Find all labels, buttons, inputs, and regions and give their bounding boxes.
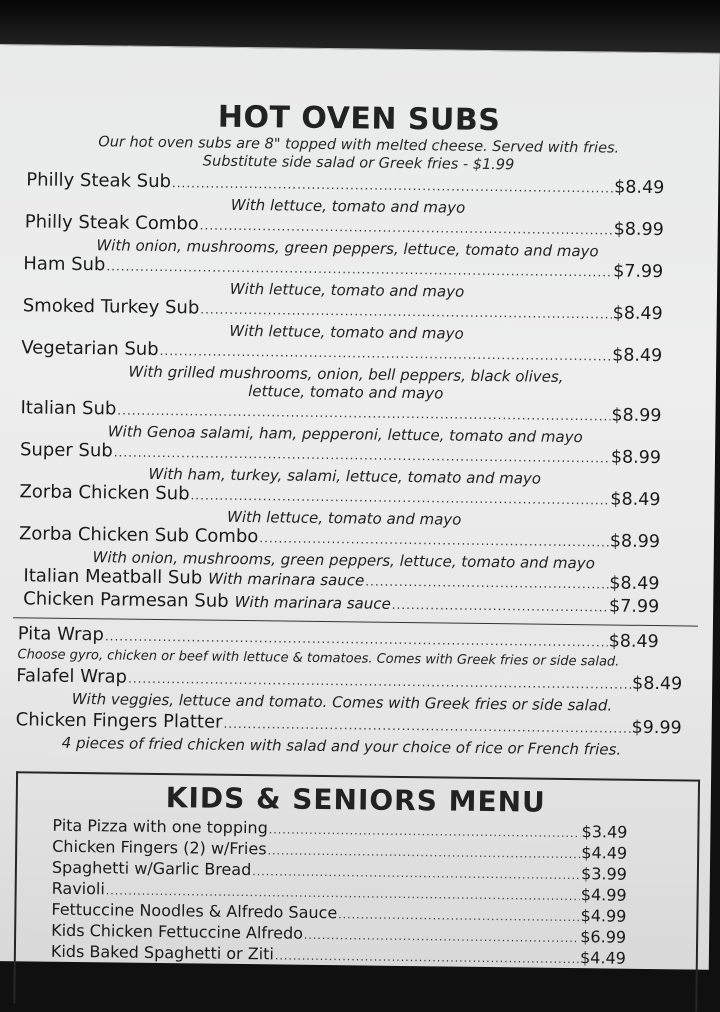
item-description: With onion, mushrooms, green peppers, lettuce, tomato and mayo xyxy=(92,548,595,573)
leader-dots xyxy=(259,531,609,549)
item-description: 4 pieces of fried chicken with salad and your choice of rice or French fries. xyxy=(61,733,622,759)
item-name: Chicken Parmesan Sub xyxy=(23,588,229,612)
item-price: $9.99 xyxy=(631,717,682,739)
item-price: $8.49 xyxy=(614,177,665,199)
item-description: With lettuce, tomato and mayo xyxy=(226,507,462,529)
item-inline-description: With marinara sauce xyxy=(208,569,365,590)
item-price: $8.99 xyxy=(609,531,661,553)
section-title-hot-oven-subs: HOT OVEN SUBS xyxy=(217,99,501,139)
item-description: With lettuce, tomato and mayo xyxy=(229,321,464,343)
item-price: $8.49 xyxy=(608,631,659,653)
leader-dots xyxy=(190,488,609,507)
leader-dots xyxy=(275,949,579,966)
item-description: With Genoa salami, ham, pepperoni, lettuce, tomato and mayo xyxy=(107,422,583,447)
item-price: $8.49 xyxy=(610,489,661,511)
item-description: With veggies, lettuce and tomato. Comes with Greek fries or side salad. xyxy=(71,689,613,715)
item-price: $3.99 xyxy=(580,864,628,884)
item-name: Kids Chicken Fettuccine Alfredo xyxy=(51,920,304,943)
leader-dots xyxy=(128,672,631,692)
item-price: $6.99 xyxy=(580,927,627,947)
item-price: $8.99 xyxy=(611,405,662,427)
item-price: $4.49 xyxy=(581,843,628,863)
leader-dots xyxy=(106,259,612,279)
leader-dots xyxy=(392,598,608,615)
intro-line: Our hot oven subs are 8" topped with melted cheese. Served with fries. xyxy=(98,134,620,157)
item-name: Chicken Fingers (2) w/Fries xyxy=(52,836,267,859)
item-name: Fettuccine Noodles & Alfredo Sauce xyxy=(51,899,338,923)
item-name: Vegetarian Sub xyxy=(21,337,159,360)
item-description: With lettuce, tomato and mayo xyxy=(229,279,465,301)
leader-dots xyxy=(269,823,581,840)
item-price: $4.99 xyxy=(580,906,627,926)
item-name: Ham Sub xyxy=(23,253,106,276)
item-name: Pita Wrap xyxy=(17,623,105,646)
item-name: Zorba Chicken Sub xyxy=(19,481,190,505)
leader-dots xyxy=(117,403,610,423)
leader-dots xyxy=(223,717,630,736)
item-name: Falafel Wrap xyxy=(16,665,128,688)
item-inline-description: With marinara sauce xyxy=(234,592,391,613)
item-price: $8.49 xyxy=(609,573,660,595)
item-price: $8.99 xyxy=(613,219,664,241)
item-description: Choose gyro, chicken or beef with lettuce & tomatoes. Comes with Greek fries or side salad. xyxy=(17,647,620,670)
item-price: $7.99 xyxy=(608,596,660,618)
item-price: $8.49 xyxy=(612,345,663,367)
item-name: Kids Baked Spaghetti or Ziti xyxy=(50,941,275,964)
item-name: Philly Steak Combo xyxy=(24,211,199,235)
item-description-continued: lettuce, tomato and mayo xyxy=(248,382,444,403)
intro-line: Substitute side salad or Greek fries - $1.99 xyxy=(202,153,515,174)
item-name: Pita Pizza with one topping xyxy=(52,815,268,838)
item-description: With ham, turkey, salami, lettuce, tomato and mayo xyxy=(148,464,542,488)
item-price: $4.99 xyxy=(580,885,627,905)
item-name: Super Sub xyxy=(19,439,113,462)
leader-dots xyxy=(200,218,613,237)
item-price: $8.49 xyxy=(631,673,683,695)
leader-dots xyxy=(200,302,611,321)
item-description: With onion, mushrooms, green peppers, lettuce, tomato and mayo xyxy=(96,236,599,261)
leader-dots xyxy=(105,629,608,649)
item-name: Chicken Fingers Platter xyxy=(15,709,223,733)
item-price: $4.49 xyxy=(579,948,626,968)
item-description: With grilled mushrooms, onion, bell peppers, black olives, xyxy=(128,362,564,386)
leader-dots xyxy=(268,844,581,861)
section-title-kids-seniors: KIDS & SENIORS MENU xyxy=(165,781,546,819)
leader-dots xyxy=(252,865,580,882)
leader-dots xyxy=(338,908,580,924)
item-price: $8.49 xyxy=(612,303,663,325)
item-price: $3.49 xyxy=(581,822,628,842)
item-description: With lettuce, tomato and mayo xyxy=(230,195,466,217)
item-name: Smoked Turkey Sub xyxy=(22,295,200,319)
leader-dots xyxy=(114,445,610,465)
item-name: Italian Sub xyxy=(20,397,117,420)
leader-dots xyxy=(160,344,612,364)
leader-dots xyxy=(304,929,579,945)
item-price: $8.99 xyxy=(610,447,662,469)
item-name: Spaghetti w/Garlic Bread xyxy=(51,857,252,880)
item-name: Philly Steak Sub xyxy=(26,169,172,193)
leader-dots xyxy=(172,176,613,195)
leader-dots xyxy=(365,575,608,592)
item-name: Italian Meatball Sub xyxy=(23,565,203,589)
item-name: Ravioli xyxy=(51,878,105,899)
menu-page xyxy=(0,44,720,970)
item-price: $7.99 xyxy=(613,261,664,283)
item-name: Zorba Chicken Sub Combo xyxy=(18,523,259,548)
